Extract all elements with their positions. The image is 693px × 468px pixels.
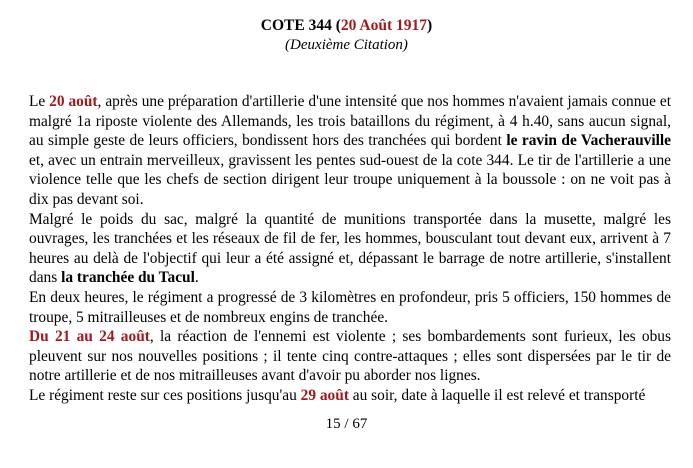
p5-text-a: Le régiment reste sur ces positions jusqu'au [29,386,301,404]
p1-ravin: le ravin de Vacherauville [506,132,671,150]
paragraph-2 [29,210,671,288]
title-paren-close: ) [427,17,433,34]
p1-date: 20 août [49,93,98,110]
paragraph-5 [29,386,671,406]
p1-text-a: Le [29,93,50,110]
page-title [0,16,693,36]
p1-text-b: , après une préparation d'artillerie d'une intensité que nos hommes n'avaient jamais connue et malgré 1a riposte violente des Allemands, les trois bataillons du régiment, à 4 h.40, sans aucun signal, au simple geste de leurs officiers, bondissent hors des tranchées qui bordent [29,93,671,150]
page-number: 15 / 67 [325,416,368,432]
p2-text-b: . [194,269,199,287]
title-cote: COTE 344 [260,17,332,34]
p2-text-a: Malgré le poids du sac, malgré la quantité de munitions transportée dans la musette, malgré les ouvrages, les tranchées et les réseaux de fil de fer, les hommes, bousculant tout devant eux, arrivent à 7 heures au delà de l'objectif qui leur a été assigné et, dépassant le barrage de notre artillerie, s'installent dans [29,210,671,287]
title-date: 20 Août 1917 [340,17,428,34]
title-paren-open: ( [331,17,341,34]
p4-date: Du 21 au 24 août [29,328,150,346]
paragraph-3 [29,288,671,327]
page-subtitle: (Deuxième Citation) [285,37,408,53]
p5-text-b: au soir, date à laquelle il est relevé et transporté [348,386,646,404]
p4-text-a: , la réaction de l'ennemi est violente ; ses bombardements sont furieux, les obus pleuvent sur nos nouvelles positions ; il tente cinq contre-attaques ; elles sont dispersées par le tir de notre artillerie et de nos mitrailleuses avant d'avoir pu aborder nos lignes. [29,328,671,385]
paragraph-4 [29,327,671,386]
p5-date: 29 août [300,386,349,404]
p3-text: En deux heures, le régiment a progressé de 3 kilomètres en profondeur, pris 5 officiers, 150 hommes de troupe, 5 mitrailleuses et de nombreux engins de tranchée. [29,288,671,326]
body-text [29,92,671,406]
p2-tranchee: la tranchée du Tacul [61,269,195,287]
p1-text-c: et, avec un entrain merveilleux, gravissent les pentes sud-ouest de la cote 344. Le tir de l'artillerie a une violence telle que les chefs de section dirigent leur troupe uniquement à la boussole : on ne voit pas à dix pas devant soi. [29,151,671,208]
paragraph-1 [29,92,671,210]
